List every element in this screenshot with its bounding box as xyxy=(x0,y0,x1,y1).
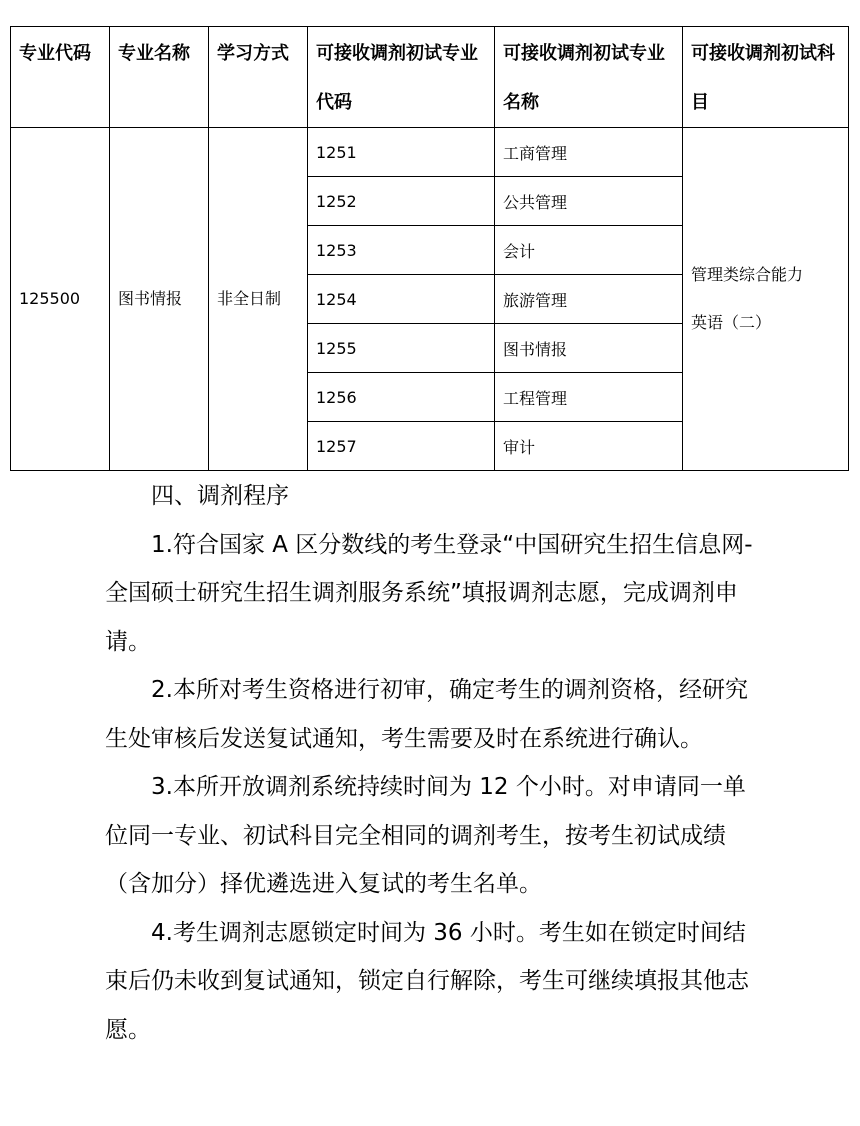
header-study-mode: 学习方式 xyxy=(209,27,308,128)
accept-name-cell: 工程管理 xyxy=(495,373,683,422)
accept-code-cell: 1254 xyxy=(308,275,495,324)
table-row xyxy=(11,128,849,177)
header-accept-subjects: 可接收调剂初试科目 xyxy=(683,27,849,128)
accept-code-cell: 1255 xyxy=(308,324,495,373)
major-code-cell: 125500 xyxy=(11,128,110,471)
header-accept-name: 可接收调剂初试专业名称 xyxy=(495,27,683,128)
study-mode-cell: 非全日制 xyxy=(209,128,308,471)
accept-code-cell: 1252 xyxy=(308,177,495,226)
accept-name-cell: 公共管理 xyxy=(495,177,683,226)
procedure-paragraph-2: 2.本所对考生资格进行初审，确定考生的调剂资格，经研究生处审核后发送复试通知，考生需要及时在系统进行确认。 xyxy=(105,677,748,752)
adjustment-table xyxy=(10,26,849,471)
accept-code-cell: 1257 xyxy=(308,422,495,471)
accept-name-cell: 工商管理 xyxy=(495,128,683,177)
major-name-cell: 图书情报 xyxy=(110,128,209,471)
procedure-paragraph-3: 3.本所开放调剂系统持续时间为 12 个小时。对申请同一单位同一专业、初试科目完全相同的调剂考生，按考生初试成绩（含加分）择优遴选进入复试的考生名单。 xyxy=(105,774,746,897)
subject-item: 英语（二） xyxy=(691,313,772,332)
section-title: 四、调剂程序 xyxy=(151,483,289,509)
procedure-paragraph-1: 1.符合国家 A 区分数线的考生登录“中国研究生招生信息网-全国硕士研究生招生调剂服务系统”填报调剂志愿，完成调剂申请。 xyxy=(105,531,753,655)
header-major-name: 专业名称 xyxy=(110,27,209,128)
subjects-cell xyxy=(683,128,849,471)
accept-code-cell: 1251 xyxy=(308,128,495,177)
procedure-paragraph-4: 4.考生调剂志愿锁定时间为 36 小时。考生如在锁定时间结束后仍未收到复试通知，锁定自行解除，考生可继续填报其他志愿。 xyxy=(105,919,749,1043)
header-accept-code: 可接收调剂初试专业代码 xyxy=(308,27,495,128)
accept-code-cell: 1256 xyxy=(308,373,495,422)
table-header-row xyxy=(11,27,849,128)
accept-name-cell: 旅游管理 xyxy=(495,275,683,324)
accept-name-cell: 图书情报 xyxy=(495,324,683,373)
header-major-code: 专业代码 xyxy=(11,27,110,128)
accept-name-cell: 审计 xyxy=(495,422,683,471)
subject-item: 管理类综合能力 xyxy=(691,265,804,284)
accept-code-cell: 1253 xyxy=(308,226,495,275)
accept-name-cell: 会计 xyxy=(495,226,683,275)
procedure-section xyxy=(105,472,755,1054)
